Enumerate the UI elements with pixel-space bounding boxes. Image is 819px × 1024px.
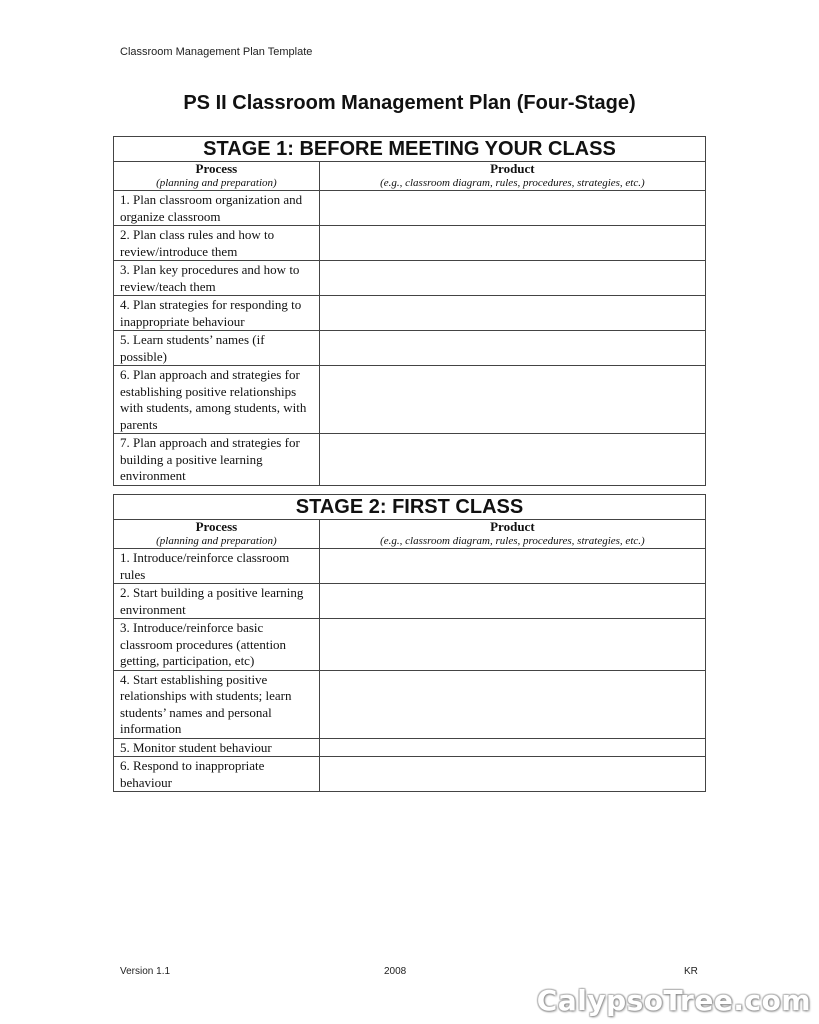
process-cell: 1. Introduce/reinforce classroom rules bbox=[114, 549, 320, 584]
product-cell[interactable] bbox=[319, 191, 705, 226]
process-cell: 4. Start establishing positive relationships with students; learn students’ names and personal information bbox=[114, 670, 320, 738]
process-cell: 5. Learn students’ names (if possible) bbox=[114, 331, 320, 366]
stage-2-table bbox=[113, 494, 706, 792]
footer-year: 2008 bbox=[384, 966, 407, 977]
process-cell: 3. Introduce/reinforce basic classroom procedures (attention getting, participation, etc) bbox=[114, 619, 320, 671]
footer-version: Version 1.1 bbox=[120, 966, 171, 977]
product-cell[interactable] bbox=[319, 366, 705, 434]
table-row bbox=[114, 549, 706, 584]
product-cell[interactable] bbox=[319, 226, 705, 261]
table-row bbox=[114, 226, 706, 261]
process-cell: 6. Plan approach and strategies for establishing positive relationships with students, among students, with parents bbox=[114, 366, 320, 434]
product-cell[interactable] bbox=[319, 757, 705, 792]
product-cell[interactable] bbox=[319, 619, 705, 671]
table-row bbox=[114, 331, 706, 366]
table-row bbox=[114, 366, 706, 434]
process-cell: 7. Plan approach and strategies for building a positive learning environment bbox=[114, 434, 320, 486]
process-cell: 2. Plan class rules and how to review/introduce them bbox=[114, 226, 320, 261]
watermark: CalypsoTree.com bbox=[536, 984, 811, 1017]
table-row bbox=[114, 296, 706, 331]
document-title: PS II Classroom Management Plan (Four-Stage) bbox=[183, 92, 636, 114]
process-column-header: Process (planning and preparation) bbox=[114, 520, 320, 549]
table-row bbox=[114, 434, 706, 486]
footer-initials: KR bbox=[684, 966, 698, 977]
product-column-header: Product (e.g., classroom diagram, rules, procedures, strategies, etc.) bbox=[319, 162, 705, 191]
table-row bbox=[114, 191, 706, 226]
product-column-header: Product (e.g., classroom diagram, rules, procedures, strategies, etc.) bbox=[319, 520, 705, 549]
process-cell: 1. Plan classroom organization and organize classroom bbox=[114, 191, 320, 226]
table-row bbox=[114, 584, 706, 619]
table-row bbox=[114, 261, 706, 296]
table-row bbox=[114, 619, 706, 671]
page-header: Classroom Management Plan Template bbox=[120, 46, 313, 58]
process-cell: 3. Plan key procedures and how to review/teach them bbox=[114, 261, 320, 296]
product-cell[interactable] bbox=[319, 549, 705, 584]
product-cell[interactable] bbox=[319, 670, 705, 738]
stage-heading: STAGE 2: FIRST CLASS bbox=[114, 495, 706, 520]
product-cell[interactable] bbox=[319, 296, 705, 331]
stage-heading: STAGE 1: BEFORE MEETING YOUR CLASS bbox=[114, 137, 706, 162]
product-cell[interactable] bbox=[319, 261, 705, 296]
product-cell[interactable] bbox=[319, 738, 705, 757]
table-row bbox=[114, 738, 706, 757]
process-cell: 2. Start building a positive learning environment bbox=[114, 584, 320, 619]
product-cell[interactable] bbox=[319, 584, 705, 619]
product-cell[interactable] bbox=[319, 331, 705, 366]
process-cell: 4. Plan strategies for responding to inappropriate behaviour bbox=[114, 296, 320, 331]
process-cell: 5. Monitor student behaviour bbox=[114, 738, 320, 757]
table-row bbox=[114, 670, 706, 738]
process-column-header: Process (planning and preparation) bbox=[114, 162, 320, 191]
product-cell[interactable] bbox=[319, 434, 705, 486]
stage-1-table bbox=[113, 136, 706, 486]
table-row bbox=[114, 757, 706, 792]
process-cell: 6. Respond to inappropriate behaviour bbox=[114, 757, 320, 792]
